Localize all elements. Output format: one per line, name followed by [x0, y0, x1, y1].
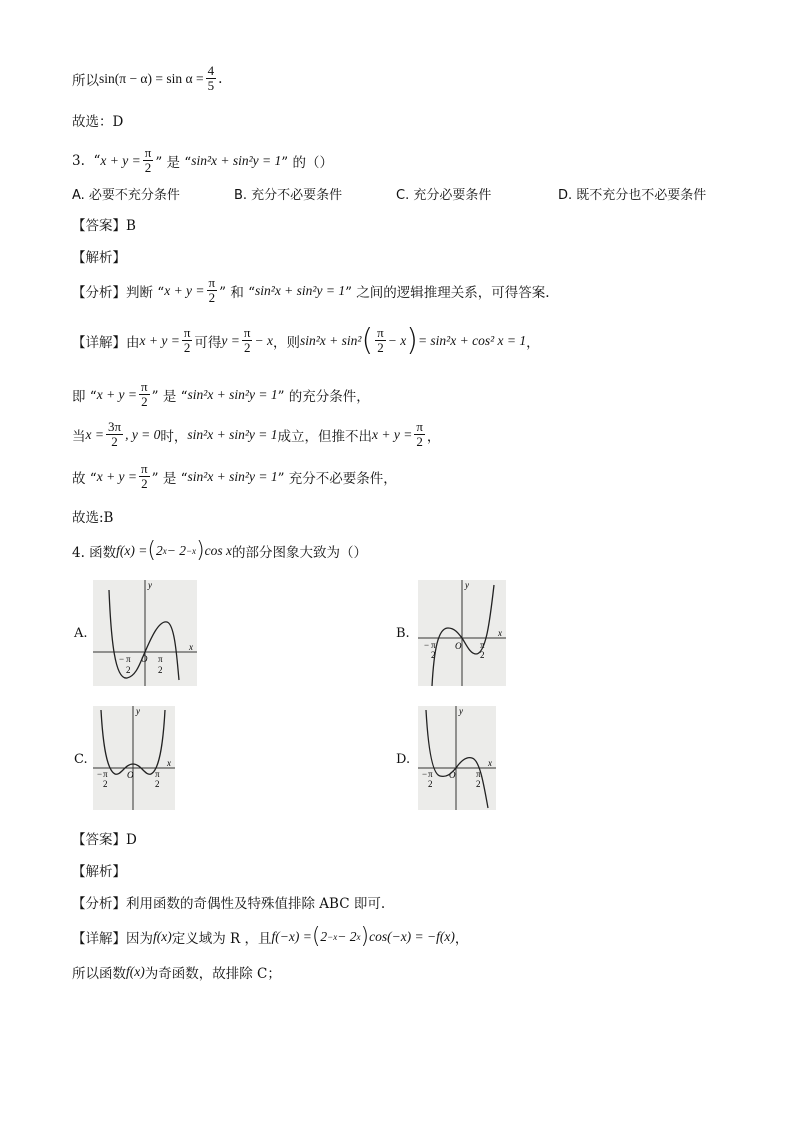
eq-sin2: sin²x + sin²y = 1 [255, 282, 346, 298]
svg-text:2: 2 [126, 665, 131, 675]
eq-xy: x + y = [139, 332, 180, 348]
svg-text:−: − [97, 769, 103, 779]
curve-a [109, 590, 179, 680]
svg-text:π: π [480, 640, 485, 650]
frac-3pi-2: $\frac{3\pi}{2}$ [107, 419, 122, 449]
text-gu: 故 “ [72, 470, 97, 487]
comma: ， [426, 428, 441, 445]
q-number: 3. [72, 152, 85, 169]
text-de: ” 的（） [281, 154, 333, 171]
eq-xy: x + y = [96, 468, 138, 484]
eq-identity: = sin²x + cos² x = 1 [417, 332, 527, 348]
svg-text:y: y [136, 706, 140, 716]
eq-xy: x + y = [371, 426, 413, 442]
curve-b [432, 585, 494, 686]
frac-4-5: $\frac{4}{5}$ [207, 63, 215, 93]
ji-line [72, 380, 370, 409]
svg-text:−: − [424, 640, 430, 650]
text-chengli: 成立，但推不出 [277, 428, 372, 445]
svg-text:y: y [459, 706, 463, 716]
label-a[interactable]: A. [74, 626, 88, 641]
curve-d [426, 710, 488, 808]
svg-text:x: x [167, 758, 171, 768]
axis-y-label: y [148, 580, 152, 590]
eq-sin2: sin²x + sin²y = 1 [187, 468, 278, 484]
svg-text:2: 2 [480, 650, 485, 660]
eq-x: x = [85, 426, 104, 442]
period: . [218, 70, 223, 87]
options-q3 [72, 184, 706, 203]
svg-text:2: 2 [158, 665, 163, 675]
answer-4: 【答案】D [72, 832, 137, 848]
eq-sin2: sin²x + sin²y = 1 [191, 152, 282, 168]
graph-c[interactable] [93, 706, 175, 810]
text-suoyi: 所以函数 [72, 966, 126, 982]
eq-sin2: sin²x + sin²y = 1 [187, 426, 278, 442]
option-b[interactable]: B. 充分不必要条件 [234, 188, 343, 203]
fenxi-4: 【分析】利用函数的奇偶性及特殊值排除 ABC 即可. [72, 896, 386, 912]
text-he: ” 和 “ [219, 284, 256, 301]
label-b[interactable]: B. [396, 626, 410, 641]
svg-text:π: π [103, 769, 108, 779]
text-shi: ” 是 “ [155, 154, 192, 171]
xiangjie-3: 【详解】由 x + y = $\frac{\pi}{2}$ 可得 y = $\frac{\pi}{2}$ − x ，则 sin²x + sin² ( $\frac{\pi}{2}$ − x ) = sin²x + cos² x = 1 ， [72, 322, 540, 358]
graph-b[interactable] [418, 580, 506, 686]
eq-sin2: sin²x + sin²y = 1 [187, 386, 278, 402]
eq-cos: cos x [204, 543, 233, 558]
answer-3: 【答案】B [72, 218, 136, 234]
svg-text:−: − [119, 654, 125, 664]
eq-f-neg: f(−x) = [271, 929, 312, 944]
eq-2: 2 [320, 929, 328, 944]
text-odd: 为奇函数，故排除 C； [144, 966, 281, 982]
svg-text:2: 2 [103, 779, 108, 789]
label-d[interactable]: D. [396, 752, 411, 767]
text-domain: 定义域为 R ，且 [171, 931, 272, 947]
svg-text:π: π [126, 654, 131, 664]
frac-pi-2: $\frac{\pi}{2}$ [141, 379, 148, 409]
text-kede: 可得 [194, 334, 222, 351]
frac-pi-2: $\frac{\pi}{2}$ [141, 461, 148, 491]
xiangjie-label: 【详解】因为 [72, 931, 153, 947]
svg-text:π: π [158, 654, 163, 664]
svg-text:π: π [476, 769, 481, 779]
text-ze: ，则 [272, 334, 300, 351]
text-shi-time: 时， [160, 428, 188, 445]
text-shi: ” 是 “ [151, 388, 188, 405]
text-graph: 的部分图象大致为（） [232, 545, 368, 561]
frac-pi-2: $\frac{\pi}{2}$ [183, 325, 191, 355]
text-ji: 即 “ [72, 388, 97, 405]
eq-minus-2: − 2 [337, 929, 357, 944]
xiangjie-4: 【详解】因为 f(x) 定义域为 R ，且 f(−x) = ( 2 −x − 2 x ) cos(−x) = −f(x) ， [72, 924, 469, 949]
eq-fx: f(x) [126, 964, 145, 979]
option-a[interactable]: A. 必要不充分条件 [72, 188, 180, 203]
eq-sin-sum: sin²x + sin² [299, 332, 362, 348]
text-relation: ” 之间的逻辑推理关系，可得答案. [345, 284, 550, 301]
graph-a[interactable] [93, 580, 197, 686]
eq-2: 2 [155, 543, 163, 558]
last-line [72, 962, 281, 982]
eq-y: y = [221, 332, 240, 348]
frac-pi-2: $\frac{\pi}{2}$ [144, 145, 152, 175]
svg-text:y: y [465, 580, 469, 590]
xiangjie-label: 【详解】由 [72, 334, 140, 351]
jiexi-3: 【解析】 [72, 250, 126, 266]
line-sin-result [72, 64, 222, 93]
comma: ， [526, 334, 540, 351]
eq-minus-2: − 2 [166, 543, 186, 558]
label-c[interactable]: C. [74, 752, 88, 767]
svg-text:−: − [422, 769, 428, 779]
dang-line [72, 420, 440, 449]
eq-xy: x + y = [96, 386, 138, 402]
fenxi-label: 【分析】判断 “ [72, 284, 165, 301]
eq-minus-x: − x [254, 332, 273, 348]
line-select-d: 故选：D [72, 114, 124, 130]
eq-cos-neg: cos(−x) = −f(x) [369, 929, 455, 944]
eq-xy: x + y = [100, 152, 141, 168]
svg-text:O: O [455, 641, 462, 651]
svg-text:π: π [155, 769, 160, 779]
question-3 [72, 146, 333, 175]
eq-minus-x: − x [387, 332, 407, 348]
eq-fx: f(x) [153, 929, 172, 944]
text-dang: 当 [72, 428, 86, 445]
eq-sin: sin(π − α) = sin α = [99, 70, 204, 86]
text-conclusion: ” 充分不必要条件， [277, 470, 397, 487]
frac-pi-2: $\frac{\pi}{2}$ [208, 275, 216, 305]
text-q4: 4. 函数 [72, 545, 117, 561]
gu-line [72, 462, 397, 491]
text-sufficient: ” 的充分条件， [277, 388, 370, 405]
origin-label: O [141, 654, 148, 664]
comma: ， [454, 931, 469, 947]
eq-fx: f(x) = [116, 543, 148, 558]
svg-text:O: O [127, 770, 134, 780]
option-d[interactable]: D. 既不充分也不必要条件 [558, 188, 707, 203]
graph-d[interactable] [418, 706, 496, 810]
axis-x-label: x [189, 642, 193, 652]
text-suoyi: 所以 [72, 72, 99, 89]
option-c[interactable]: C. 充分必要条件 [396, 188, 492, 203]
svg-text:π: π [428, 769, 433, 779]
quote-open: “ [93, 152, 101, 169]
jiexi-4: 【解析】 [72, 864, 126, 880]
svg-text:x: x [488, 758, 492, 768]
frac-pi-2: $\frac{\pi}{2}$ [416, 419, 423, 449]
fenxi-3 [72, 276, 550, 305]
question-4: 4. 函数 f(x) = ( 2 x − 2 −x ) cos x 的部分图象大致为（） [72, 538, 368, 563]
svg-text:2: 2 [431, 650, 436, 660]
eq-xy: x + y = [164, 282, 205, 298]
eq-y0: , y = 0 [125, 426, 161, 442]
frac-pi-2: $\frac{\pi}{2}$ [243, 325, 251, 355]
svg-text:2: 2 [155, 779, 160, 789]
frac-pi-2: $\frac{\pi}{2}$ [377, 325, 384, 355]
svg-text:2: 2 [476, 779, 481, 789]
svg-text:π: π [431, 640, 436, 650]
svg-text:2: 2 [428, 779, 433, 789]
text-shi: ” 是 “ [151, 470, 188, 487]
svg-text:O: O [449, 770, 456, 780]
guxuan-3: 故选:B [72, 510, 114, 526]
svg-text:x: x [498, 628, 502, 638]
